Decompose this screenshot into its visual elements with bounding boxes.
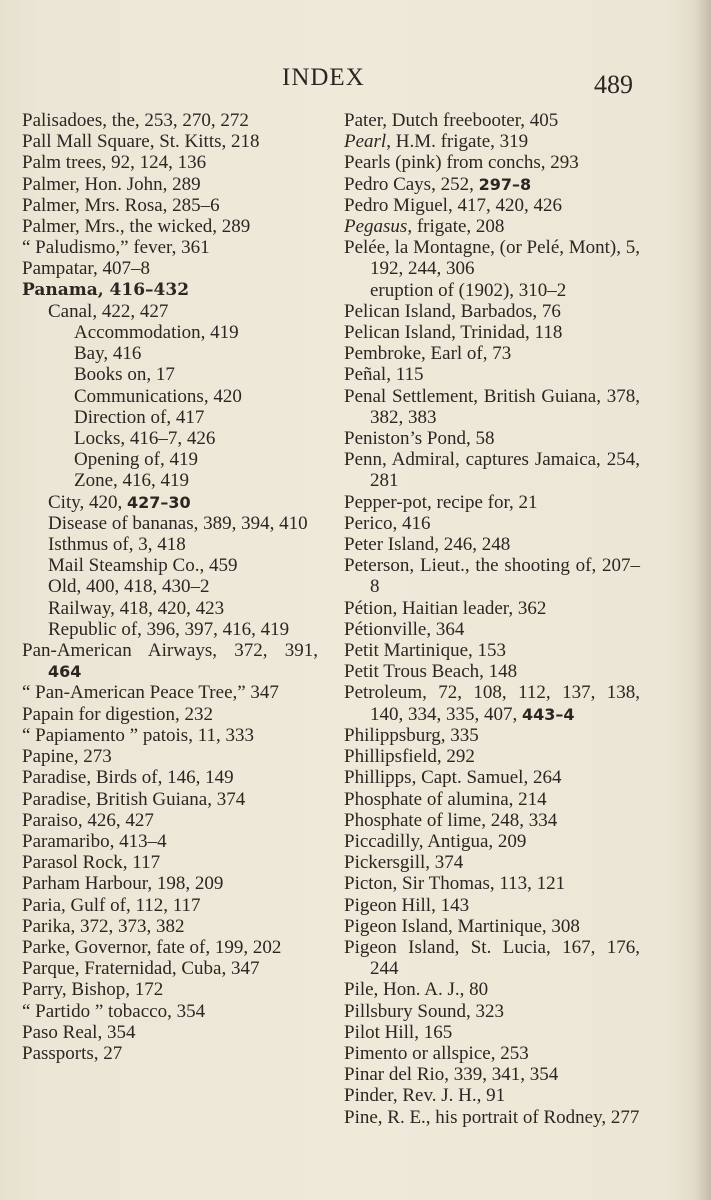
entry-text: “ Paludismo,” fever, 361 bbox=[22, 237, 210, 259]
entry-text: Peterson, Lieut., the shooting of, 207–8 bbox=[344, 555, 640, 598]
entry-text: Passports, 27 bbox=[22, 1042, 123, 1064]
entry-text: Parika, 372, 373, 382 bbox=[22, 915, 185, 937]
entry-text: Accommodation, 419 bbox=[74, 322, 239, 344]
index-entry bbox=[344, 810, 640, 831]
entry-text: Pile, Hon. A. J., 80 bbox=[344, 979, 489, 1001]
entry-text: Zone, 416, 419 bbox=[74, 470, 190, 492]
index-entry bbox=[22, 258, 318, 279]
entry-text: Locks, 416–7, 426 bbox=[74, 428, 216, 450]
entry-italic-title: Pegasus bbox=[344, 216, 408, 238]
entry-text: Pickersgill, 374 bbox=[344, 852, 464, 874]
index-entry bbox=[22, 619, 318, 640]
index-entry bbox=[344, 195, 640, 216]
index-entry bbox=[344, 110, 640, 131]
entry-text: Peter Island, 246, 248 bbox=[344, 534, 511, 556]
index-entry bbox=[344, 619, 640, 640]
index-entry bbox=[344, 767, 640, 788]
entry-text: Paradise, Birds of, 146, 149 bbox=[22, 767, 234, 789]
entry-main-pages: 297–8 bbox=[478, 174, 532, 194]
entry-text: Palmer, Mrs., the wicked, 289 bbox=[22, 216, 251, 238]
index-entry bbox=[344, 301, 640, 322]
entry-text: Pinar del Rio, 339, 341, 354 bbox=[344, 1064, 559, 1086]
entry-text: Books on, 17 bbox=[74, 364, 175, 386]
entry-text: Pater, Dutch freebooter, 405 bbox=[344, 110, 559, 131]
entry-text: Paradise, British Guiana, 374 bbox=[22, 788, 246, 810]
index-entry bbox=[344, 1107, 640, 1128]
index-entry bbox=[344, 385, 645, 428]
entry-text: Parque, Fraternidad, Cuba, 347 bbox=[22, 958, 260, 980]
entry-text: Pelican Island, Trinidad, 118 bbox=[344, 322, 563, 344]
index-entry bbox=[22, 407, 318, 428]
index-entry bbox=[344, 152, 640, 173]
index-entry bbox=[22, 767, 318, 788]
index-column-right bbox=[344, 110, 645, 1128]
entry-text: Direction of, 417 bbox=[74, 406, 205, 428]
index-entry bbox=[344, 513, 640, 534]
entry-text: Disease of bananas, 389, 394, 410 bbox=[48, 512, 308, 534]
entry-text: eruption of (1902), 310–2 bbox=[370, 279, 567, 301]
index-entry bbox=[22, 704, 318, 725]
index-entry bbox=[22, 810, 318, 831]
entry-main-pages: 464 bbox=[48, 662, 82, 682]
index-entry bbox=[22, 640, 323, 682]
index-entry bbox=[22, 152, 318, 173]
index-column-left bbox=[22, 110, 323, 1064]
entry-text: Pembroke, Earl of, 73 bbox=[344, 343, 512, 365]
entry-text: Pigeon Hill, 143 bbox=[344, 894, 470, 916]
entry-text: Pedro Miguel, 417, 420, 426 bbox=[344, 194, 562, 216]
entry-text: Pinder, Rev. J. H., 91 bbox=[344, 1085, 506, 1107]
index-entry bbox=[344, 916, 640, 937]
index-entry bbox=[344, 1022, 640, 1043]
index-entry bbox=[22, 1001, 318, 1022]
entry-text: Pedro Cays, 252, bbox=[344, 173, 479, 195]
index-entry bbox=[22, 195, 318, 216]
entry-text: , frigate, 208 bbox=[407, 216, 505, 238]
index-entry bbox=[344, 661, 640, 682]
page-title: INDEX bbox=[282, 64, 365, 91]
index-entry bbox=[344, 555, 640, 597]
entry-text: , H.M. frigate, 319 bbox=[386, 131, 529, 153]
index-entry bbox=[22, 555, 318, 576]
entry-text: Parke, Governor, fate of, 199, 202 bbox=[22, 936, 282, 958]
page-number: 489 bbox=[594, 70, 633, 99]
entry-text: Palisadoes, the, 253, 270, 272 bbox=[22, 110, 249, 131]
index-entry bbox=[22, 852, 318, 873]
index-entry bbox=[344, 216, 640, 237]
entry-text: Pelican Island, Barbados, 76 bbox=[344, 300, 561, 322]
entry-text: Pan-American Airways, 372, 391, bbox=[22, 640, 323, 662]
entry-text: Phosphate of alumina, 214 bbox=[344, 788, 547, 810]
entry-text: Perico, 416 bbox=[344, 512, 431, 534]
entry-text: Bay, 416 bbox=[74, 343, 142, 365]
index-entry bbox=[344, 1085, 640, 1106]
index-entry bbox=[22, 364, 318, 385]
index-entry bbox=[22, 386, 318, 407]
index-entry bbox=[344, 492, 640, 513]
entry-text: Pimento or allspice, 253 bbox=[344, 1042, 529, 1064]
entry-text: Pigeon Island, St. Lucia, 167, 176, 244 bbox=[344, 936, 645, 980]
entry-text: Isthmus of, 3, 418 bbox=[48, 534, 186, 556]
entry-text: Petit Trous Beach, 148 bbox=[344, 661, 518, 683]
index-entry bbox=[22, 1022, 318, 1043]
index-entry bbox=[344, 852, 640, 873]
index-entry bbox=[22, 428, 318, 449]
entry-text: Phosphate of lime, 248, 334 bbox=[344, 809, 558, 831]
index-entry bbox=[22, 301, 318, 322]
index-entry bbox=[22, 895, 318, 916]
entry-text: Palmer, Hon. John, 289 bbox=[22, 173, 201, 195]
index-entry bbox=[22, 576, 318, 597]
entry-text: Opening of, 419 bbox=[74, 449, 199, 471]
entry-text: Pétion, Haitian leader, 362 bbox=[344, 597, 547, 619]
index-entry bbox=[344, 789, 640, 810]
index-entry bbox=[344, 1064, 640, 1085]
entry-text: Railway, 418, 420, 423 bbox=[48, 597, 225, 619]
entry-text: Parham Harbour, 198, 209 bbox=[22, 873, 224, 895]
running-head bbox=[0, 64, 711, 100]
index-entry bbox=[22, 746, 318, 767]
index-entry bbox=[22, 492, 318, 513]
entry-text: Peñal, 115 bbox=[344, 364, 424, 386]
entry-text: Pall Mall Square, St. Kitts, 218 bbox=[22, 131, 260, 153]
index-entry bbox=[22, 1043, 318, 1064]
index-entry bbox=[344, 746, 640, 767]
entry-text: Pampatar, 407–8 bbox=[22, 258, 150, 280]
entry-text: “ Pan-American Peace Tree,” 347 bbox=[22, 682, 279, 704]
index-entry bbox=[22, 916, 318, 937]
index-entry bbox=[22, 216, 318, 237]
index-entry bbox=[22, 725, 318, 746]
entry-italic-title: Pearl bbox=[344, 131, 387, 153]
index-entry bbox=[344, 640, 640, 661]
entry-main-pages: 427–30 bbox=[127, 492, 191, 512]
entry-text: Petroleum, 72, 108, 112, 137, 138, 140, 334, 335, 407, bbox=[344, 682, 645, 725]
entry-text: Papain for digestion, 232 bbox=[22, 703, 214, 725]
entry-text: Pearls (pink) from conchs, 293 bbox=[344, 152, 579, 174]
entry-text: Phillipps, Capt. Samuel, 264 bbox=[344, 767, 562, 789]
entry-text: Palm trees, 92, 124, 136 bbox=[22, 152, 207, 174]
entry-text: Pelée, la Montagne, (or Pelé, Mont), 5, 192, 244, 306 bbox=[344, 237, 645, 280]
index-entry bbox=[344, 979, 640, 1000]
entry-text: “ Papiamento ” patois, 11, 333 bbox=[22, 724, 254, 746]
index-entry bbox=[22, 237, 318, 258]
index-entry bbox=[22, 873, 318, 894]
entry-text: Mail Steamship Co., 459 bbox=[48, 555, 238, 577]
entry-text: Pétionville, 364 bbox=[344, 618, 465, 640]
entry-text: Pillsbury Sound, 323 bbox=[344, 1000, 504, 1022]
entry-text: Pigeon Island, Martinique, 308 bbox=[344, 915, 580, 937]
index-entry bbox=[22, 110, 318, 131]
entry-text: Paraiso, 426, 427 bbox=[22, 809, 154, 831]
entry-text: “ Partido ” tobacco, 354 bbox=[22, 1000, 206, 1022]
entry-text: Philippsburg, 335 bbox=[344, 724, 479, 746]
index-entry bbox=[344, 682, 645, 725]
index-entry bbox=[344, 174, 640, 195]
index-entry bbox=[344, 428, 640, 449]
page-edge-shadow bbox=[695, 0, 711, 1200]
index-entry bbox=[22, 937, 318, 958]
index-entry bbox=[22, 322, 318, 343]
entry-text: Picton, Sir Thomas, 113, 121 bbox=[344, 873, 566, 895]
index-entry bbox=[344, 364, 640, 385]
entry-text: Piccadilly, Antigua, 209 bbox=[344, 830, 527, 852]
entry-text: Paramaribo, 413–4 bbox=[22, 830, 167, 852]
entry-text: Old, 400, 418, 430–2 bbox=[48, 576, 210, 598]
index-entry bbox=[22, 979, 318, 1000]
index-entry bbox=[344, 322, 640, 343]
entry-text: Republic of, 396, 397, 416, 419 bbox=[48, 618, 290, 640]
index-entry bbox=[22, 958, 318, 979]
entry-text: Paso Real, 354 bbox=[22, 1021, 136, 1043]
entry-text: Papine, 273 bbox=[22, 746, 112, 768]
entry-text: Communications, 420 bbox=[74, 385, 242, 407]
index-entry bbox=[344, 534, 640, 555]
entry-text: Parasol Rock, 117 bbox=[22, 852, 161, 874]
index-entry bbox=[22, 449, 318, 470]
index-entry bbox=[344, 831, 640, 852]
entry-text: Panama, 416–432 bbox=[22, 279, 190, 300]
index-entry bbox=[344, 936, 645, 980]
entry-text: Palmer, Mrs. Rosa, 285–6 bbox=[22, 194, 220, 216]
entry-text: Petit Martinique, 153 bbox=[344, 640, 507, 662]
index-entry bbox=[344, 1043, 640, 1064]
entry-text: Pine, R. E., his portrait of Rodney, 277 bbox=[344, 1106, 640, 1128]
entry-text: City, 420, bbox=[48, 491, 127, 513]
index-entry bbox=[22, 131, 318, 152]
index-entry bbox=[344, 131, 640, 152]
entry-text: Penal Settlement, British Guiana, 378, 382, 383 bbox=[344, 385, 645, 428]
index-entry bbox=[22, 789, 318, 810]
entry-text: Phillipsfield, 292 bbox=[344, 746, 475, 768]
entry-text: Penn, Admiral, captures Jamaica, 254, 281 bbox=[344, 449, 645, 492]
entry-text: Paria, Gulf of, 112, 117 bbox=[22, 894, 201, 916]
index-entry bbox=[344, 449, 645, 492]
index-entry bbox=[22, 682, 318, 703]
entry-text: Pepper-pot, recipe for, 21 bbox=[344, 491, 538, 513]
index-entry bbox=[344, 725, 640, 746]
index-entry bbox=[344, 343, 640, 364]
entry-text: Pilot Hill, 165 bbox=[344, 1021, 453, 1043]
index-entry bbox=[22, 513, 318, 534]
index-entry bbox=[344, 280, 640, 301]
index-entry bbox=[344, 598, 640, 619]
index-entry bbox=[22, 534, 318, 555]
entry-text: Canal, 422, 427 bbox=[48, 300, 169, 322]
entry-text: Peniston’s Pond, 58 bbox=[344, 428, 495, 450]
entry-main-pages: 443–4 bbox=[522, 704, 575, 724]
index-entry bbox=[344, 1001, 640, 1022]
index-entry bbox=[22, 174, 318, 195]
index-entry bbox=[22, 470, 318, 491]
index-entry bbox=[344, 873, 640, 894]
index-entry bbox=[344, 237, 645, 280]
index-entry bbox=[22, 831, 318, 852]
index-entry bbox=[344, 895, 640, 916]
index-entry bbox=[22, 343, 318, 364]
index-entry bbox=[22, 280, 318, 301]
index-entry bbox=[22, 598, 318, 619]
entry-text: Parry, Bishop, 172 bbox=[22, 979, 164, 1001]
